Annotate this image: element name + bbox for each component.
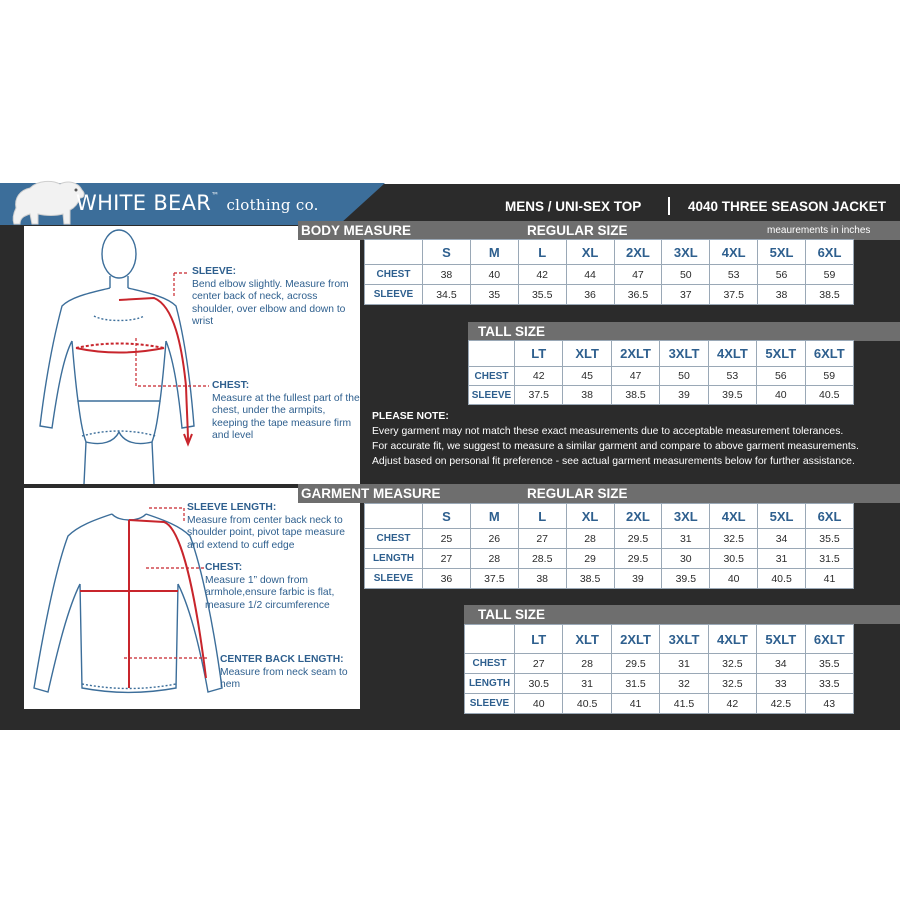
- table-row: [365, 569, 854, 589]
- measurement-cell: 32.5: [708, 674, 756, 694]
- measurement-cell: 27: [518, 529, 566, 549]
- please-note-line: Every garment may not match these exact measurements due to acceptable measurement tolerances.: [372, 426, 844, 437]
- row-label: SLEEVE: [465, 694, 515, 714]
- garment-measure-illustration: [24, 488, 360, 709]
- table-row: [365, 529, 854, 549]
- row-label: SLEEVE: [365, 285, 423, 305]
- size-header: LT: [515, 341, 563, 367]
- measurement-cell: 41: [806, 569, 854, 589]
- garment-cbl-note: CENTER BACK LENGTH: Measure from neck seam to hem: [220, 654, 348, 690]
- measurement-cell: 47: [614, 265, 662, 285]
- measurement-cell: 32: [660, 674, 708, 694]
- measurement-cell: 32.5: [710, 529, 758, 549]
- measurement-cell: 37: [662, 285, 710, 305]
- brand-name: WHITE BEAR™ clothing co.: [76, 191, 319, 215]
- size-header: S: [423, 240, 471, 265]
- garment-tall-table: [464, 624, 854, 714]
- please-note: [372, 409, 897, 469]
- measurement-cell: 29.5: [614, 529, 662, 549]
- measurement-cell: 31: [563, 674, 611, 694]
- measurement-cell: 35: [470, 285, 518, 305]
- row-label: CHEST: [365, 529, 423, 549]
- measurement-cell: 40: [757, 386, 805, 405]
- row-label: CHEST: [465, 654, 515, 674]
- measurement-cell: 35.5: [805, 654, 853, 674]
- measurement-cell: 35.5: [518, 285, 566, 305]
- row-label: CHEST: [469, 367, 515, 386]
- corner-cell: [469, 341, 515, 367]
- measurement-cell: 28: [470, 549, 518, 569]
- size-header: 3XLT: [660, 625, 708, 654]
- measurement-cell: 27: [515, 654, 563, 674]
- size-header: 4XL: [710, 504, 758, 529]
- measurement-cell: 36: [566, 285, 614, 305]
- size-header: 2XL: [614, 240, 662, 265]
- table-row: [465, 654, 854, 674]
- measurement-cell: 41: [611, 694, 659, 714]
- measurement-cell: 31.5: [611, 674, 659, 694]
- measurement-cell: 31.5: [806, 549, 854, 569]
- measurement-cell: 34: [757, 654, 805, 674]
- measurement-cell: 38: [518, 569, 566, 589]
- size-header: XL: [566, 240, 614, 265]
- measurement-cell: 33: [757, 674, 805, 694]
- measurement-cell: 47: [611, 367, 659, 386]
- row-label: SLEEVE: [469, 386, 515, 405]
- corner-cell: [365, 240, 423, 265]
- measurement-cell: 28: [563, 654, 611, 674]
- body-tall-label: TALL SIZE: [478, 324, 545, 339]
- measurement-cell: 32.5: [708, 654, 756, 674]
- measurement-cell: 33.5: [805, 674, 853, 694]
- size-header: 6XL: [806, 504, 854, 529]
- size-header: 3XL: [662, 504, 710, 529]
- measurement-cell: 41.5: [660, 694, 708, 714]
- size-header: 5XLT: [757, 625, 805, 654]
- please-note-line: For accurate fit, we suggest to measure a similar garment and compare to above garment measurements.: [372, 441, 859, 452]
- measurement-cell: 30: [662, 549, 710, 569]
- measurement-cell: 38: [563, 386, 611, 405]
- measurement-cell: 53: [708, 367, 756, 386]
- measurement-cell: 39: [614, 569, 662, 589]
- row-label: LENGTH: [365, 549, 423, 569]
- measurement-cell: 37.5: [470, 569, 518, 589]
- row-label: CHEST: [365, 265, 423, 285]
- size-header: 2XL: [614, 504, 662, 529]
- body-tall-table: [468, 340, 854, 405]
- measurement-cell: 38: [423, 265, 471, 285]
- size-header: S: [423, 504, 471, 529]
- size-header: 5XLT: [757, 341, 805, 367]
- corner-cell: [465, 625, 515, 654]
- size-header: M: [470, 504, 518, 529]
- measurement-cell: 39.5: [708, 386, 756, 405]
- size-header: 2XLT: [611, 341, 659, 367]
- measurement-cell: 36.5: [614, 285, 662, 305]
- measurement-cell: 31: [660, 654, 708, 674]
- table-row: [469, 367, 854, 386]
- measurement-cell: 50: [660, 367, 708, 386]
- row-label: SLEEVE: [365, 569, 423, 589]
- row-label: LENGTH: [465, 674, 515, 694]
- measurement-cell: 40.5: [563, 694, 611, 714]
- measurement-cell: 40.5: [805, 386, 853, 405]
- measurement-cell: 38: [758, 285, 806, 305]
- measurement-cell: 44: [566, 265, 614, 285]
- measurement-cell: 42: [708, 694, 756, 714]
- measurement-cell: 56: [758, 265, 806, 285]
- body-sleeve-note: SLEEVE: Bend elbow slightly. Measure from center back of neck, across shoulder, over elbow and down to wrist: [192, 266, 349, 327]
- measurement-cell: 43: [805, 694, 853, 714]
- table-row: [465, 694, 854, 714]
- measurement-cell: 40.5: [758, 569, 806, 589]
- body-measure-illustration: [24, 226, 360, 484]
- measurement-cell: 39: [660, 386, 708, 405]
- size-header: L: [518, 504, 566, 529]
- please-note-line: Adjust based on personal fit preference - see actual garment measurements below for further assistance.: [372, 456, 855, 467]
- size-header: 5XL: [758, 240, 806, 265]
- measurement-cell: 28.5: [518, 549, 566, 569]
- size-header: 2XLT: [611, 625, 659, 654]
- measurement-cell: 29: [566, 549, 614, 569]
- size-header: 4XL: [710, 240, 758, 265]
- measurement-cell: 40: [515, 694, 563, 714]
- table-row: [365, 549, 854, 569]
- garment-regular-table: [364, 503, 854, 589]
- measurement-cell: 29.5: [614, 549, 662, 569]
- size-header: 4XLT: [708, 341, 756, 367]
- measurement-cell: 38.5: [806, 285, 854, 305]
- measurement-cell: 30.5: [515, 674, 563, 694]
- measurement-cell: 35.5: [806, 529, 854, 549]
- body-regular-label: REGULAR SIZE: [527, 223, 628, 238]
- table-row: [365, 265, 854, 285]
- measurement-cell: 45: [563, 367, 611, 386]
- measurement-cell: 56: [757, 367, 805, 386]
- corner-cell: [365, 504, 423, 529]
- measurement-cell: 53: [710, 265, 758, 285]
- size-header: 4XLT: [708, 625, 756, 654]
- please-note-title: PLEASE NOTE:: [372, 411, 449, 422]
- measurement-cell: 25: [423, 529, 471, 549]
- measurement-cell: 37.5: [515, 386, 563, 405]
- header-divider: [668, 197, 670, 215]
- measurement-cell: 38.5: [611, 386, 659, 405]
- measurement-cell: 42: [518, 265, 566, 285]
- measurement-cell: 29.5: [611, 654, 659, 674]
- size-header: 3XLT: [660, 341, 708, 367]
- body-chest-note: CHEST: Measure at the fullest part of the chest, under the armpits, keeping the tape measure firm and level: [212, 380, 360, 441]
- measurement-cell: 30.5: [710, 549, 758, 569]
- measurement-cell: 31: [758, 549, 806, 569]
- measurement-cell: 38.5: [566, 569, 614, 589]
- size-header: 3XL: [662, 240, 710, 265]
- size-header: 6XL: [806, 240, 854, 265]
- measurement-cell: 37.5: [710, 285, 758, 305]
- size-header: 6XLT: [805, 341, 853, 367]
- size-header: XL: [566, 504, 614, 529]
- size-header: XLT: [563, 341, 611, 367]
- size-header: 6XLT: [805, 625, 853, 654]
- size-header: LT: [515, 625, 563, 654]
- measurement-cell: 31: [662, 529, 710, 549]
- garment-tall-label: TALL SIZE: [478, 607, 545, 622]
- measurement-cell: 27: [423, 549, 471, 569]
- garment-chest-note: CHEST: Measure 1” down from armhole,ensure farbic is flat, measure 1/2 circumference: [205, 562, 335, 611]
- measurement-cell: 28: [566, 529, 614, 549]
- size-header: 5XL: [758, 504, 806, 529]
- product-category: MENS / UNI-SEX TOP: [505, 199, 642, 214]
- garment-regular-label: REGULAR SIZE: [527, 486, 628, 501]
- measurement-cell: 50: [662, 265, 710, 285]
- measurement-cell: 40: [470, 265, 518, 285]
- measurement-cell: 40: [710, 569, 758, 589]
- measurement-cell: 34: [758, 529, 806, 549]
- body-measure-label: BODY MEASURE: [301, 223, 412, 238]
- measurement-cell: 42: [515, 367, 563, 386]
- measurement-cell: 26: [470, 529, 518, 549]
- size-header: M: [470, 240, 518, 265]
- measurement-cell: 59: [805, 367, 853, 386]
- table-row: [469, 386, 854, 405]
- measurement-cell: 59: [806, 265, 854, 285]
- garment-measure-label: GARMENT MEASURE: [301, 486, 441, 501]
- measurement-cell: 42.5: [757, 694, 805, 714]
- measurement-cell: 36: [423, 569, 471, 589]
- measurement-cell: 39.5: [662, 569, 710, 589]
- units-note: meaurements in inches: [767, 225, 871, 236]
- size-header: L: [518, 240, 566, 265]
- measurement-cell: 34.5: [423, 285, 471, 305]
- size-header: XLT: [563, 625, 611, 654]
- body-regular-table: [364, 239, 854, 305]
- garment-sleeve-note: SLEEVE LENGTH: Measure from center back neck to shoulder point, pivot tape measure and extend to cuff edge: [187, 502, 345, 551]
- table-row: [465, 674, 854, 694]
- table-row: [365, 285, 854, 305]
- product-name: 4040 THREE SEASON JACKET: [688, 199, 887, 214]
